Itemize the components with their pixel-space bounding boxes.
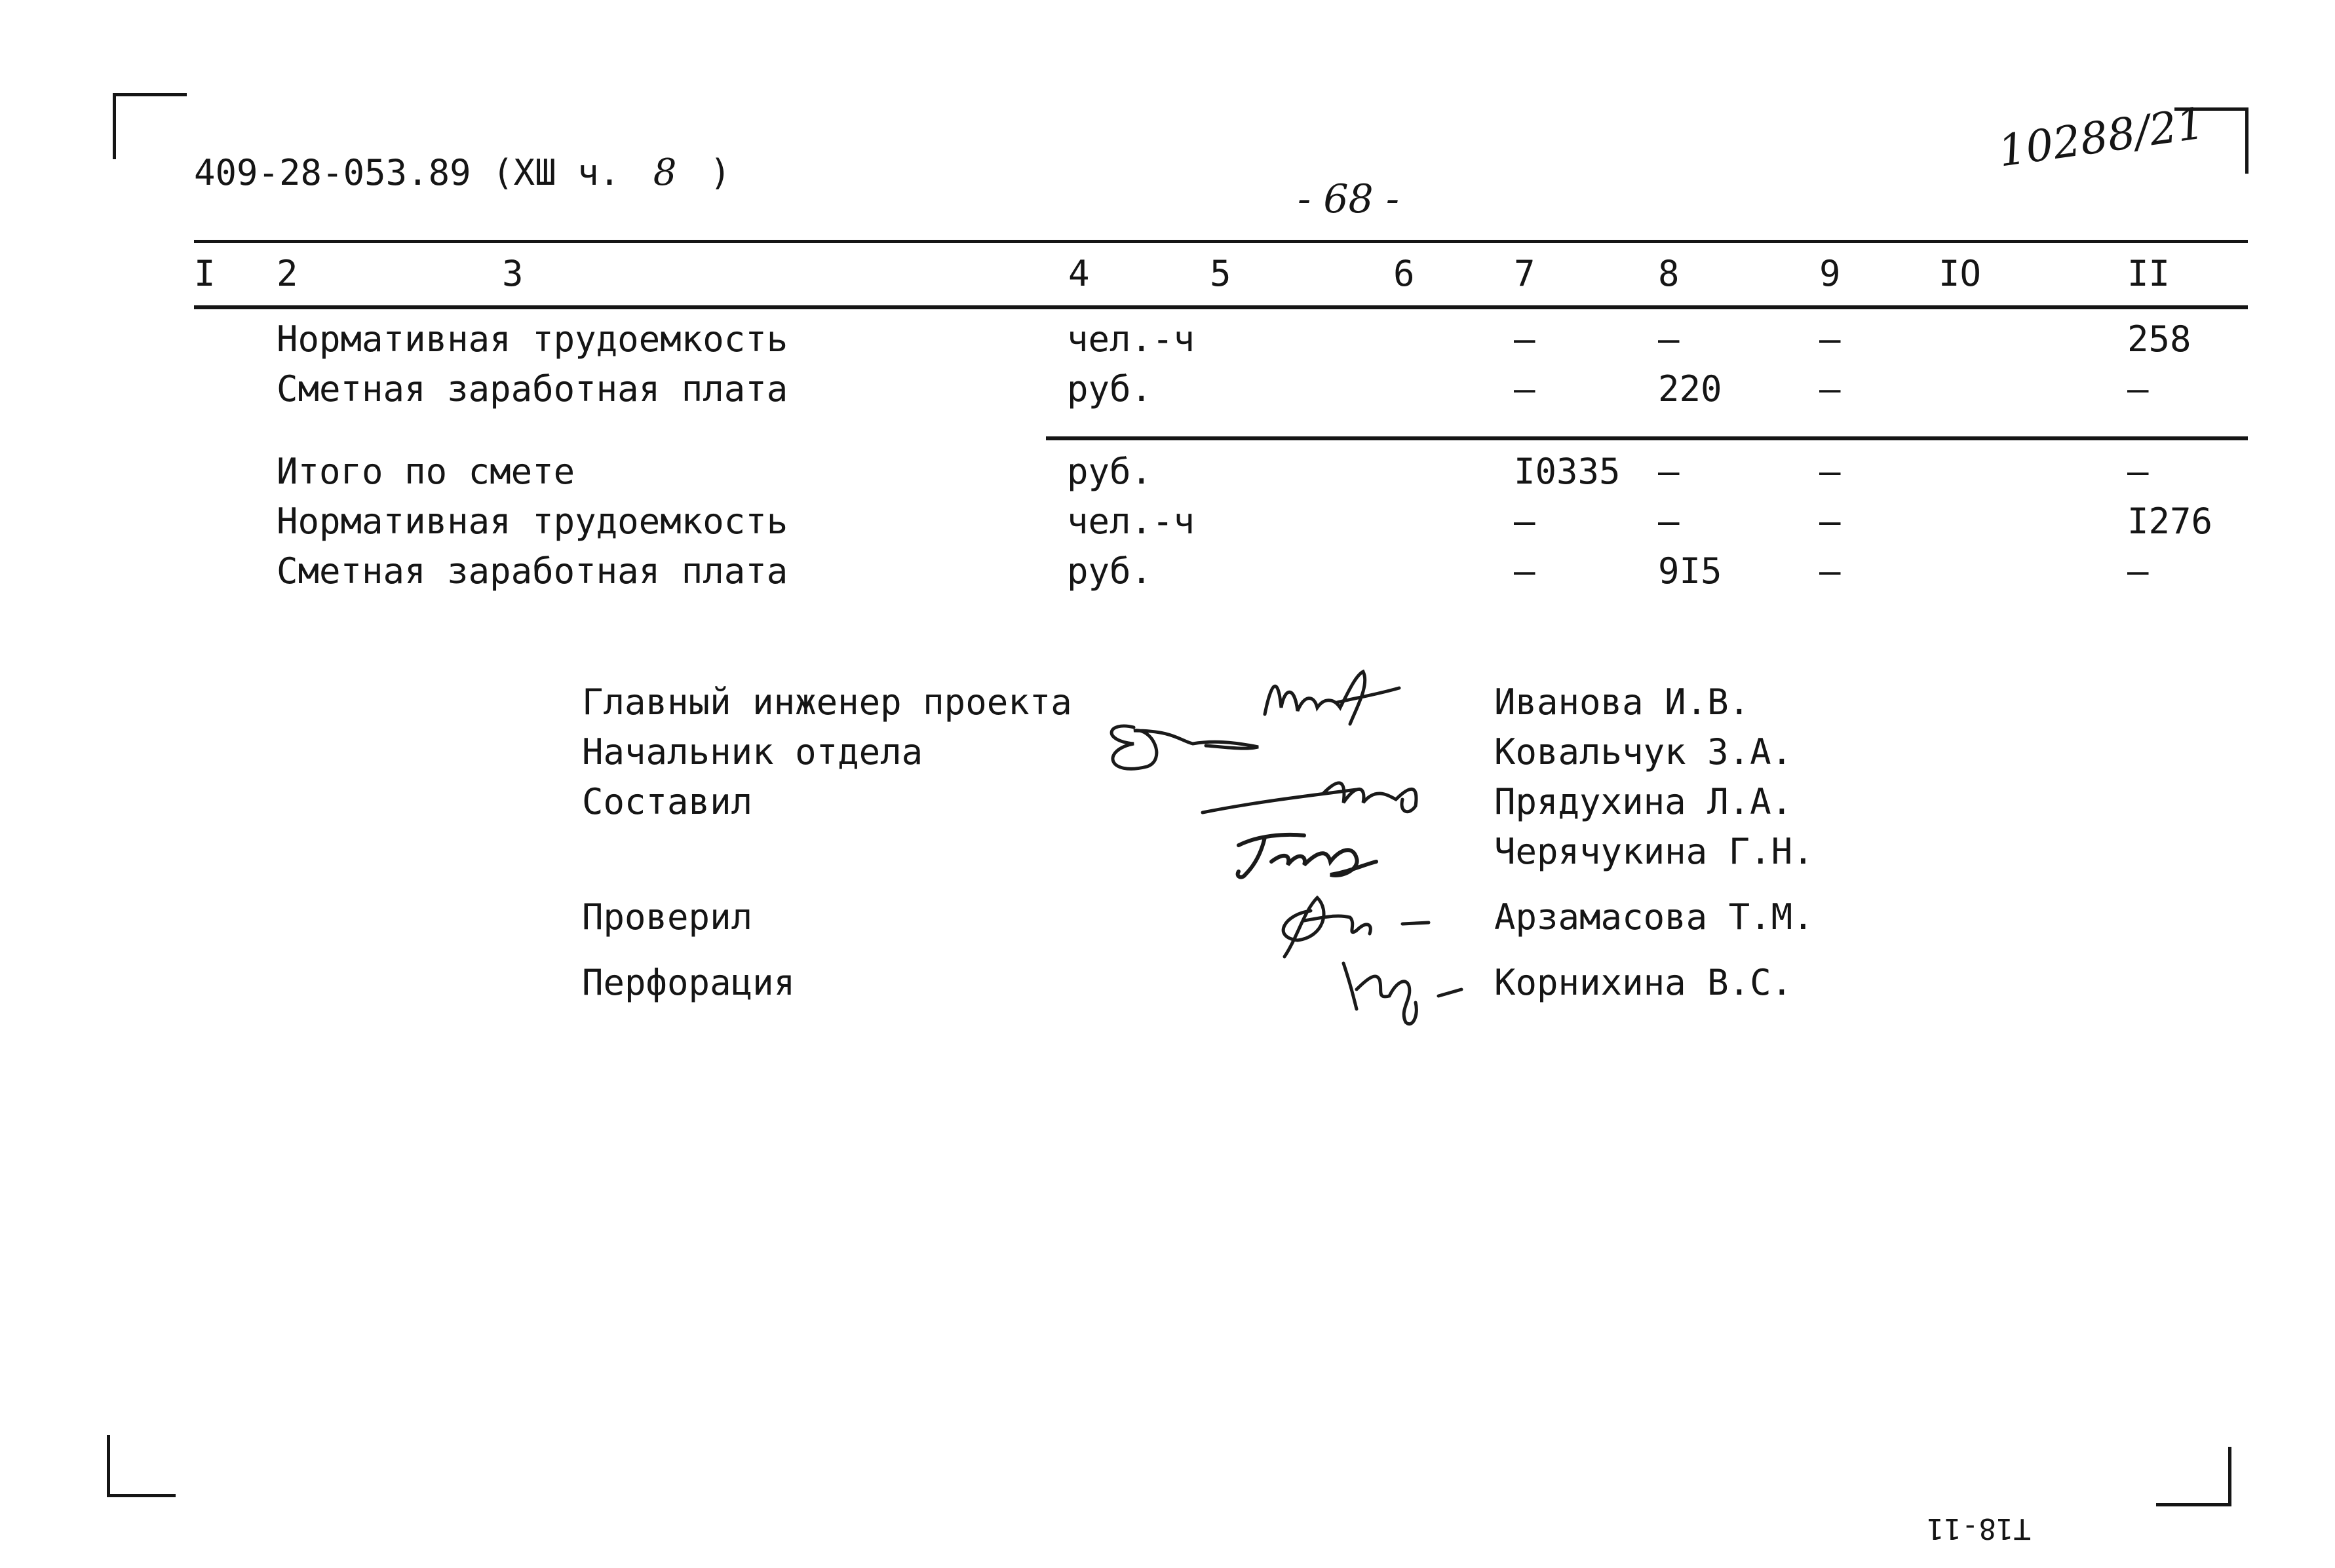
row-unit: чел.-ч (1067, 501, 1195, 542)
row-col9: – (1819, 451, 1841, 492)
row-col7: – (1514, 368, 1535, 410)
role-chief-engineer: Главный инженер проекта (582, 681, 1072, 723)
column-header: 3 (502, 253, 524, 294)
signer-name: Арзамасова Т.М. (1494, 896, 1814, 938)
handwritten-signature (1258, 662, 1409, 734)
row-col8: – (1658, 501, 1680, 542)
row-unit: чел.-ч (1067, 318, 1195, 360)
row-col7: – (1514, 318, 1535, 360)
row-col11: – (2127, 550, 2149, 592)
column-header: 9 (1819, 253, 1841, 294)
row-col11: I276 (2127, 501, 2213, 542)
row-col11: – (2127, 451, 2149, 492)
row-name: Нормативная трудоемкость (277, 501, 788, 542)
corner-bracket-bottom-right (2156, 1447, 2231, 1506)
signer-name: Черячукина Г.Н. (1494, 831, 1814, 872)
row-name: Сметная заработная плата (277, 550, 788, 592)
row-col9: – (1819, 318, 1841, 360)
column-header: 6 (1393, 253, 1415, 294)
handwritten-signature (1199, 767, 1435, 819)
role-perforation: Перфорация (582, 962, 796, 1003)
column-header: 5 (1210, 253, 1231, 294)
row-col8: 220 (1658, 368, 1722, 410)
handwritten-signature (1330, 950, 1475, 1035)
row-name: Итого по смете (277, 451, 575, 492)
row-col9: – (1819, 550, 1841, 592)
row-unit: руб. (1067, 368, 1153, 410)
row-col8: – (1658, 451, 1680, 492)
row-col9: – (1819, 368, 1841, 410)
role-checked-by: Проверил (582, 896, 753, 938)
signer-name: Иванова И.В. (1494, 681, 1750, 723)
row-unit: руб. (1067, 451, 1153, 492)
document-code-text: 409-28-053.89 (ХШ ч. (194, 152, 621, 193)
archive-number: 10288/21 (1995, 98, 2208, 177)
document-code (194, 152, 731, 194)
row-name: Сметная заработная плата (277, 368, 788, 410)
table-header-rule (194, 305, 2248, 309)
row-col11: 258 (2127, 318, 2191, 360)
column-header: II (2127, 253, 2171, 294)
column-header: IO (1939, 253, 1982, 294)
row-unit: руб. (1067, 550, 1153, 592)
signer-name: Прядухина Л.А. (1494, 781, 1793, 822)
row-col8: 9I5 (1658, 550, 1722, 592)
row-col7: I0335 (1514, 451, 1621, 492)
column-header: I (194, 253, 216, 294)
corner-bracket-top-left (113, 93, 187, 159)
signer-name: Корнихина В.С. (1494, 962, 1793, 1003)
column-header: 4 (1068, 253, 1090, 294)
part-number: 8 (653, 151, 677, 194)
close-paren: ) (709, 152, 731, 193)
row-col8: – (1658, 318, 1680, 360)
column-header: 7 (1514, 253, 1535, 294)
column-header: 2 (277, 253, 298, 294)
handwritten-signature (1225, 826, 1396, 885)
footer-stamp: T18-11 (1927, 1512, 2031, 1545)
corner-bracket-bottom-left (107, 1435, 176, 1497)
row-col7: – (1514, 501, 1535, 542)
column-header: 8 (1658, 253, 1680, 294)
role-compiled-by: Составил (582, 781, 753, 822)
total-separator-rule (1046, 436, 2248, 440)
page-number: - 68 - (1298, 176, 1400, 222)
row-col11: – (2127, 368, 2149, 410)
row-col9: – (1819, 501, 1841, 542)
row-col7: – (1514, 550, 1535, 592)
row-name: Нормативная трудоемкость (277, 318, 788, 360)
table-top-rule (194, 240, 2248, 243)
role-department-head: Начальник отдела (582, 731, 923, 773)
signer-name: Ковальчук З.А. (1494, 731, 1793, 773)
